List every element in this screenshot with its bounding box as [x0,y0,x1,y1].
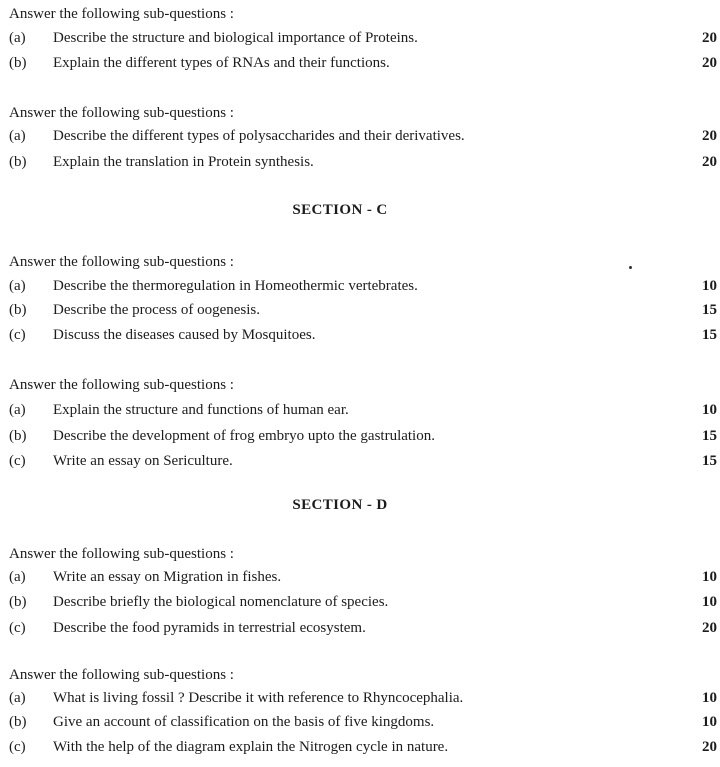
question-letter: (a) [9,402,26,418]
question-letter: (a) [9,569,26,585]
question-text: Explain the different types of RNAs and their functions. [53,55,390,71]
block-intro: Answer the following sub-questions : [9,105,234,121]
block-intro: Answer the following sub-questions : [9,667,234,683]
question-letter: (c) [9,327,26,343]
question-marks: 10 [702,278,717,294]
question-row [9,451,717,471]
question-marks: 15 [702,327,717,343]
question-text: Describe the different types of polysaccharides and their derivatives. [53,128,465,144]
question-letter: (b) [9,154,27,170]
question-letter: (b) [9,594,27,610]
question-marks: 15 [702,302,717,318]
question-text: Explain the translation in Protein synthesis. [53,154,314,170]
question-marks: 20 [702,154,717,170]
question-text: Give an account of classification on the basis of five kingdoms. [53,714,435,730]
block-intro: Answer the following sub-questions : [9,377,234,393]
question-row [9,152,717,172]
question-marks: 10 [702,569,717,585]
stray-mark [629,266,632,269]
question-row [9,325,717,345]
question-text: Describe the thermoregulation in Homeothermic vertebrates. [53,278,418,294]
question-row [9,276,717,296]
question-row [9,400,717,420]
question-letter: (c) [9,620,26,636]
question-marks: 20 [702,128,717,144]
question-row [9,426,717,446]
question-letter: (b) [9,302,27,318]
question-text: Write an essay on Sericulture. [53,453,233,469]
block-intro: Answer the following sub-questions : [9,546,234,562]
question-text: Describe the food pyramids in terrestrial ecosystem. [53,620,366,636]
question-row [9,300,717,320]
question-text: What is living fossil ? Describe it with reference to Rhyncocephalia. [53,690,464,706]
question-text: Describe the process of oogenesis. [53,302,261,318]
question-marks: 15 [702,453,717,469]
question-marks: 20 [702,30,717,46]
question-marks: 10 [702,690,717,706]
question-letter: (b) [9,55,27,71]
question-text: Discuss the diseases caused by Mosquitoes. [53,327,316,343]
question-marks: 10 [702,594,717,610]
question-letter: (b) [9,428,27,444]
question-letter: (a) [9,278,26,294]
question-row [9,712,717,732]
question-letter: (a) [9,690,26,706]
question-row [9,126,717,146]
question-text: Describe the structure and biological importance of Proteins. [53,30,418,46]
question-letter: (a) [9,30,26,46]
question-marks: 15 [702,428,717,444]
question-marks: 20 [702,620,717,636]
question-marks: 10 [702,402,717,418]
question-text: Write an essay on Migration in fishes. [53,569,282,585]
section-heading: SECTION - C [292,202,388,218]
question-marks: 20 [702,739,717,755]
block-intro: Answer the following sub-questions : [9,254,234,270]
question-row [9,688,717,708]
question-marks: 10 [702,714,717,730]
question-marks: 20 [702,55,717,71]
question-row [9,618,717,638]
question-text: Describe briefly the biological nomenclature of species. [53,594,389,610]
question-row [9,592,717,612]
question-letter: (b) [9,714,27,730]
question-letter: (c) [9,739,26,755]
question-row [9,53,717,73]
block-intro: Answer the following sub-questions : [9,6,234,22]
question-row [9,28,717,48]
question-row [9,567,717,587]
question-text: With the help of the diagram explain the Nitrogen cycle in nature. [53,739,449,755]
question-text: Describe the development of frog embryo upto the gastrulation. [53,428,435,444]
question-text: Explain the structure and functions of human ear. [53,402,349,418]
section-heading: SECTION - D [292,497,388,513]
question-letter: (a) [9,128,26,144]
question-letter: (c) [9,453,26,469]
question-row [9,737,717,757]
